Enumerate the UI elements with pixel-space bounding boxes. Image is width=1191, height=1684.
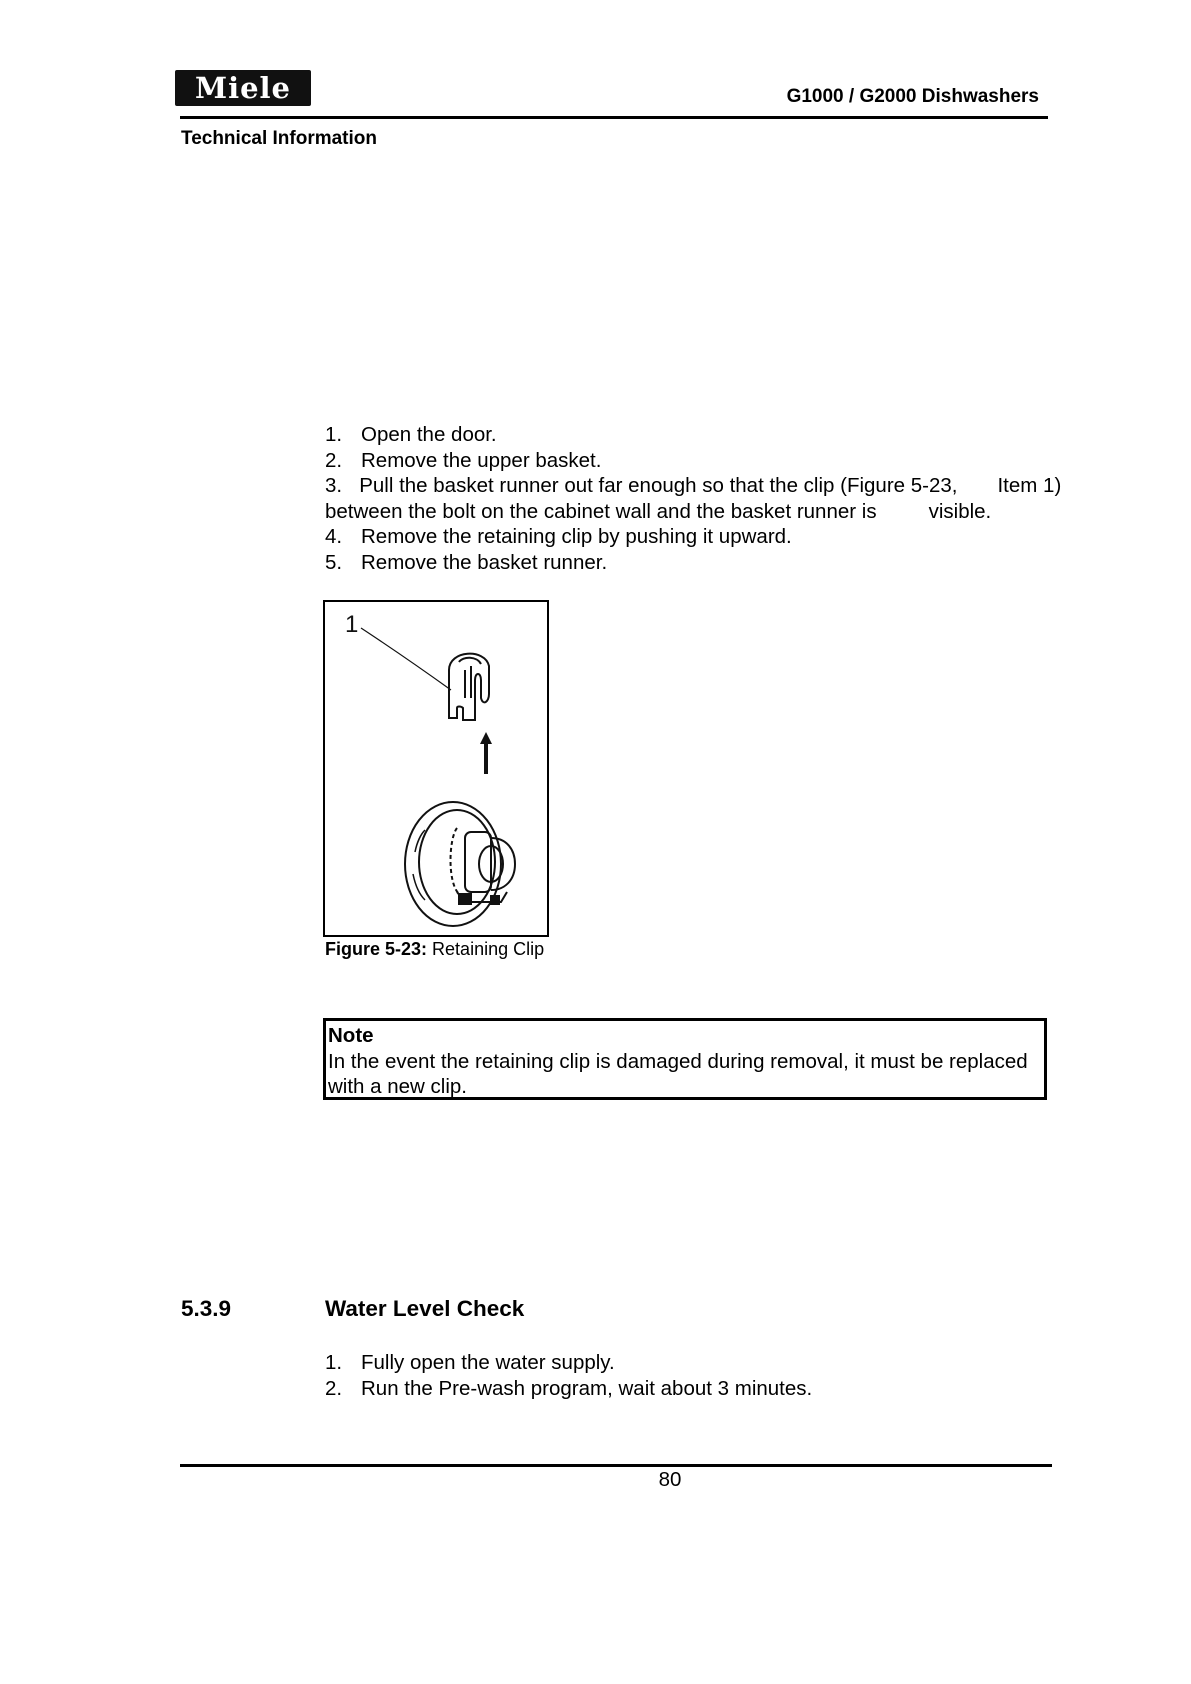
- list-item: [325, 1376, 1115, 1402]
- step-number: 5.: [325, 550, 343, 574]
- section-number: 5.3.9: [181, 1296, 232, 1321]
- removal-steps-list: [325, 422, 1115, 575]
- section-label: Technical Information: [181, 128, 378, 149]
- miele-logo: [175, 70, 311, 106]
- step-number: 1.: [325, 423, 343, 446]
- section-title: Water Level Check: [325, 1296, 525, 1321]
- step-number: 1.: [325, 1351, 343, 1374]
- figure-caption-text: Retaining Clip: [432, 939, 545, 959]
- note-title: Note: [328, 1024, 374, 1047]
- retaining-clip-illustration: [325, 602, 547, 935]
- step-text: Remove the basket runner.: [361, 550, 608, 574]
- callout-leader-line: [361, 628, 451, 690]
- list-item: [325, 473, 1115, 524]
- water-level-steps-list: [325, 1350, 1115, 1401]
- note-box: [323, 1018, 1047, 1100]
- step-text: Remove the upper basket.: [361, 448, 602, 472]
- list-item: [325, 524, 1115, 550]
- step-number: 2.: [325, 1376, 343, 1400]
- list-item: [325, 550, 1115, 576]
- list-item: [325, 1350, 1115, 1376]
- note-text: In the event the retaining clip is damaged during removal, it must be replaced with a new clip.: [328, 1049, 1028, 1098]
- step-text: Pull the basket runner out far enough so that the clip (Figure 5-23,: [359, 474, 958, 497]
- list-item: [325, 422, 1115, 448]
- step-number: 4.: [325, 525, 343, 548]
- step-text: Item 1): [997, 474, 1062, 497]
- step-text: between the bolt on the cabinet wall and the basket runner is: [325, 499, 877, 523]
- step-text: Remove the retaining clip by pushing it upward.: [361, 525, 792, 548]
- bolt-icon: [405, 802, 515, 926]
- header-divider: [180, 116, 1048, 119]
- logo-text: Miele: [194, 70, 292, 105]
- list-item: [325, 448, 1115, 474]
- step-text: Fully open the water supply.: [361, 1351, 615, 1374]
- step-number: 3.: [325, 474, 343, 497]
- step-text: Open the door.: [361, 423, 497, 446]
- figure-caption: [325, 939, 544, 960]
- clip-icon: [449, 654, 489, 720]
- step-number: 2.: [325, 448, 343, 472]
- footer-divider: [180, 1464, 1052, 1467]
- document-title: G1000 / G2000 Dishwashers: [786, 86, 1039, 107]
- arrow-up-icon: [480, 732, 492, 774]
- callout-number: 1: [345, 611, 359, 638]
- figure-caption-label: Figure 5-23:: [325, 939, 428, 959]
- retaining-clip-figure: [323, 600, 549, 937]
- step-text: visible.: [928, 499, 992, 523]
- step-text: Run the Pre-wash program, wait about 3 minutes.: [361, 1376, 813, 1400]
- page-number: 80: [658, 1468, 682, 1491]
